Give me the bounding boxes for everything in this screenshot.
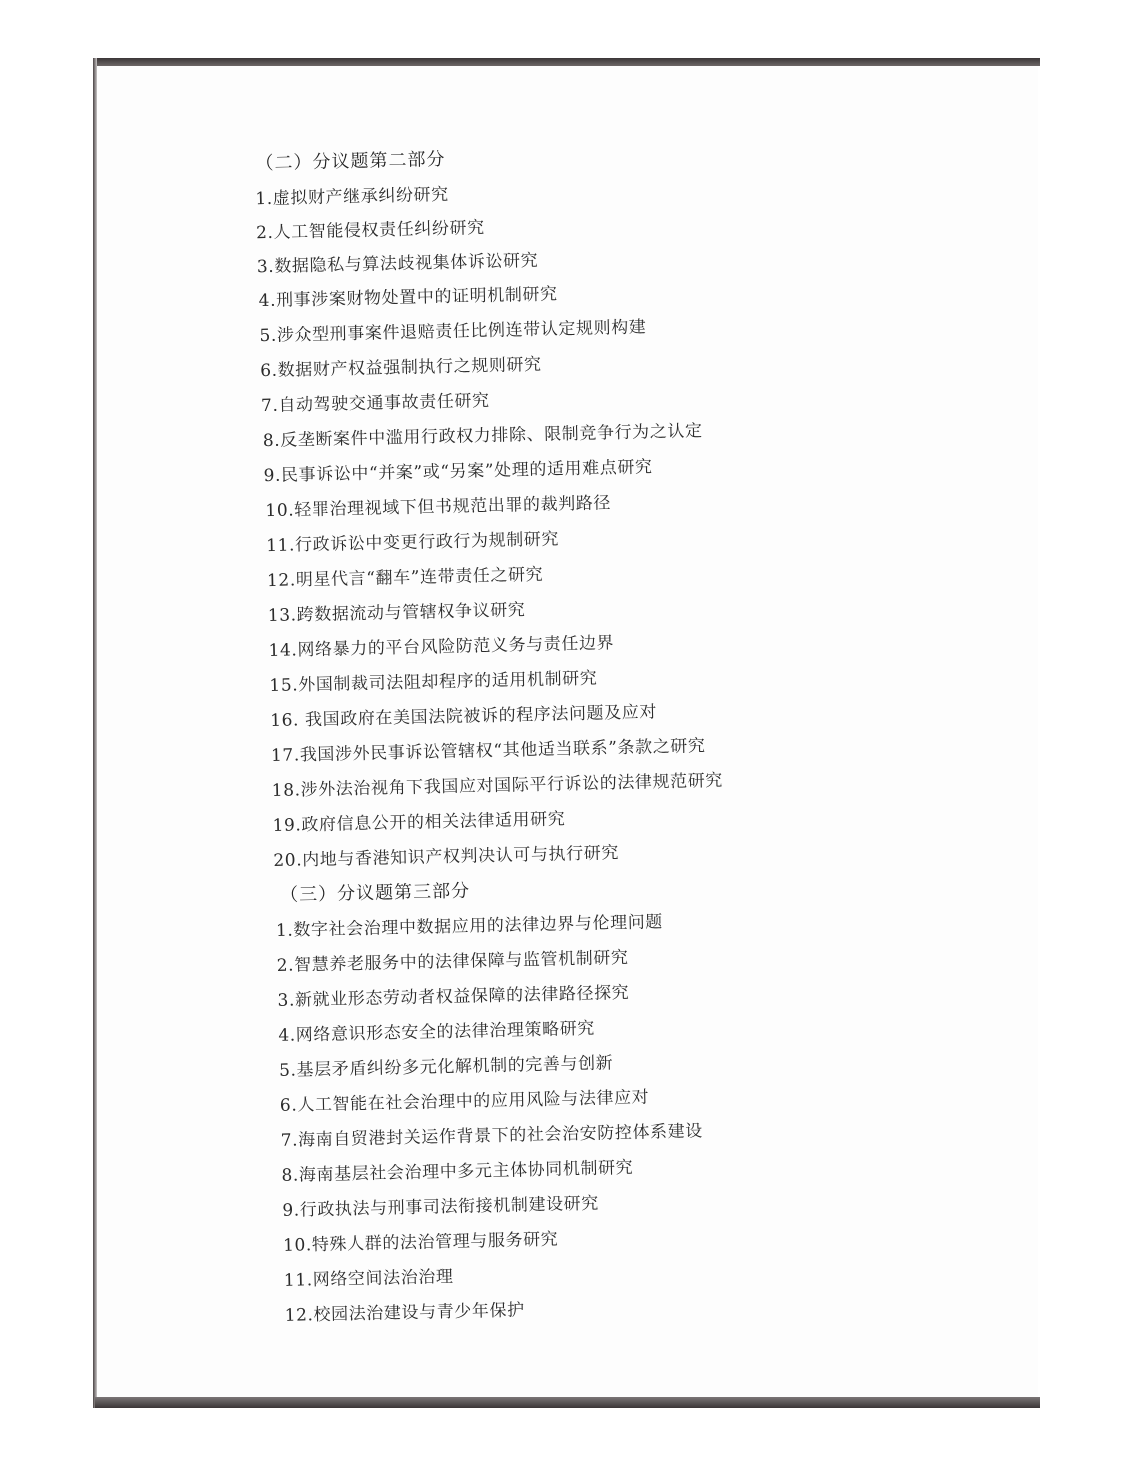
document-page [97, 66, 1038, 1397]
section-2-item: 10.轻罪治理视域下但书规范出罪的裁判路径 [265, 493, 612, 522]
section-2-item: 18.涉外法治视角下我国应对国际平行诉讼的法律规范研究 [271, 770, 724, 802]
section-2-item: 12.明星代言“翻车”连带责任之研究 [266, 564, 544, 592]
section-3-item: 7.海南自贸港封关运作背景下的社会治安防控体系建设 [280, 1121, 704, 1151]
section-2-heading: （二）分议题第二部分 [255, 148, 446, 175]
section-3-item: 4.网络意识形态安全的法律治理策略研究 [278, 1018, 596, 1046]
section-2-item: 1.虚拟财产继承纠纷研究 [255, 184, 449, 210]
section-3-item: 10.特殊人群的法治管理与服务研究 [282, 1229, 559, 1256]
section-3-item: 12.校园法治建设与青少年保护 [284, 1300, 525, 1326]
section-3-item: 3.新就业形态劳动者权益保障的法律路径探究 [277, 982, 630, 1011]
section-2-item: 3.数据隐私与算法歧视集体诉讼研究 [256, 250, 539, 278]
section-2-item: 14.网络暴力的平台风险防范义务与责任边界 [268, 633, 615, 662]
section-2-item: 6.数据财产权益强制执行之规则研究 [260, 354, 542, 382]
section-2-item: 8.反垄断案件中滥用行政权力排除、限制竞争行为之认定 [262, 421, 703, 452]
section-3-item: 9.行政执法与刑事司法衔接机制建设研究 [282, 1193, 600, 1221]
section-2-item: 7.自动驾驶交通事故责任研究 [260, 390, 490, 417]
section-2-item: 2.人工智能侵权责任纠纷研究 [255, 218, 485, 244]
section-3-item: 11.网络空间法治治理 [283, 1267, 454, 1291]
section-3-item: 5.基层矛盾纠纷多元化解机制的完善与创新 [278, 1053, 614, 1081]
section-3-item: 2.智慧养老服务中的法律保障与监管机制研究 [276, 947, 629, 976]
section-2-item: 11.行政诉讼中变更行政行为规制研究 [266, 529, 560, 557]
section-3-heading: （三）分议题第三部分 [279, 880, 471, 906]
section-2-item: 13.跨数据流动与管辖权争议研究 [267, 600, 526, 627]
section-2-item: 17.我国涉外民事诉讼管辖权“其他适当联系”条款之研究 [270, 736, 706, 767]
section-3-item: 8.海南基层社会治理中多元主体协同机制研究 [281, 1157, 634, 1186]
section-2-item: 9.民事诉讼中“并案”或“另案”处理的适用难点研究 [263, 457, 653, 487]
section-2-item: 15.外国制裁司法阻却程序的适用机制研究 [269, 668, 598, 697]
section-2-item: 20.内地与香港知识产权判决认可与执行研究 [273, 843, 620, 871]
section-2-item: 5.涉众型刑事案件退赔责任比例连带认定规则构建 [259, 317, 647, 347]
section-2-item: 19.政府信息公开的相关法律适用研究 [272, 809, 566, 836]
section-2-item: 16. 我国政府在美国法院被诉的程序法问题及应对 [269, 702, 658, 732]
section-3-item: 6.人工智能在社会治理中的应用风险与法律应对 [279, 1087, 650, 1116]
page-content [93, 51, 1064, 1403]
section-3-item: 1.数字社会治理中数据应用的法律边界与伦理问题 [275, 912, 664, 941]
section-2-item: 4.刑事涉案财物处置中的证明机制研究 [258, 284, 558, 312]
